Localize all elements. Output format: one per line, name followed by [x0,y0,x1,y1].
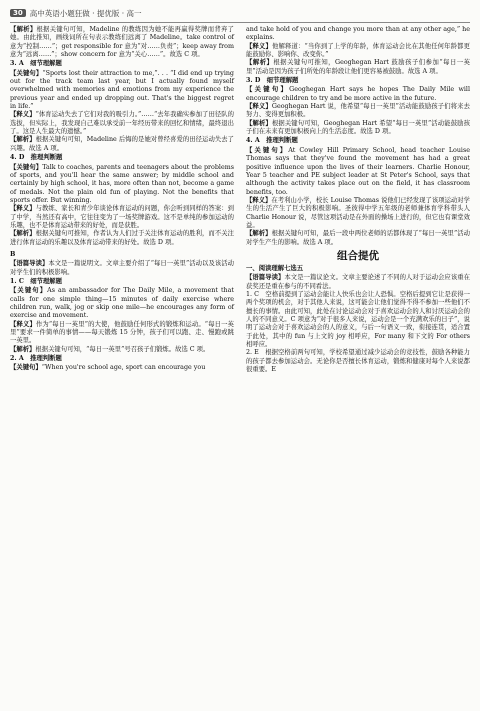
paragraph: 【解析】根据关键句可知，最后一段中两位老师的话都体现了“每日一英里”活动对学生产生的影响。故选 A 项。 [246,230,470,246]
paragraph: 【关键句】Geoghegan Hart says he hopes The Daily Mile will encourage children to try and be more active in the future. [246,86,470,102]
paragraph: 【释义】与教练、家长和青少年谈论体育运动的问题，你会听到同样的答案：到了中学，当然还有高中，它往往变为了一场奖牌游戏。这不是单纯的参加运动的乐趣，也不是体育运动带来的好处，而是获胜。 [10,205,234,229]
paragraph: 【释义】在考利山小学，校长 Louise Thomas 说他们已经发现了该项运动对学生的生活产生了巨大的积极影响。圣彼得中学五年级的老师兼体育学科带头人 Charlie Honour 说，尽管这项活动是在外面的操场上进行的，但它也有课堂效益。 [246,196,470,229]
paragraph: 【关键句】As an ambassador for The Daily Mile, a movement that calls for one simple thing—15 minutes of daily exercise where children run, walk, jog or skip one mile—he encourages any form of exercise and movement. [10,287,234,320]
label: 【解析】 [246,119,272,127]
question-heading: 3. A 细节理解题 [10,60,62,68]
label: 【释义】 [10,205,36,213]
paragraph: 【释义】作为“每日一英里”的大使，他鼓励任何形式的锻炼和运动。“每日一英里”要求一件简单的事情——每天锻炼 15 分钟，孩子们可以跑、走、慢跑或跳一英里。 [10,320,234,345]
label: 【关键句】 [10,287,48,295]
paragraph: 【解析】根据关键句可推知，Geoghegan Hart 鼓励孩子们参加“每日一英里”活动是因为孩子们所处的年龄段让他们更容易被鼓励。故选 A 项。 [246,59,470,75]
label: 【关键句】 [246,86,290,94]
paragraph: 【解析】根据关键句可推知，作者认为人们过于关注体育运动的胜利，而不关注进行体育运动的乐趣以及体育运动带来的好处。故选 D 项。 [10,230,234,246]
label: 【解析】 [246,59,274,67]
right-column [246,26,470,374]
paragraph: 【释义】“体育运动失去了它们对我的吸引力。”……“去年我确实参加了田径队的选拔，但实际上，我发现自己难以承受前一年经历带来的回忆和情绪，最终退出了。这是人生最大的遗憾。” [10,111,234,136]
question-heading: 一、阅读理解七选五 [246,264,304,272]
label: 【关键句】 [10,69,43,77]
question-heading: 4. A 推理判断题 [246,137,298,145]
label: 【语篇导读】 [10,260,49,268]
label: 【解析】 [10,230,36,238]
paragraph: and take hold of you and change you more than at any other age,” he explains. [246,26,470,42]
label: 【释义】 [246,196,272,204]
label: 【关键句】 [10,364,42,372]
paragraph: 2. E 根据空格前两句可知，学校希望通过减少运动会的竞技性，鼓励各种能力的孩子都去参加运动会。无论你是否擅长体育运动，锻炼和健康对每个人来说都很重要。E [246,349,470,374]
book-title: 高中英语小题狂做 · 提优版 · 高一 [29,8,142,18]
paragraph: 【语篇导读】本文是一篇说明文。文章主要介绍了“每日一英里”活动以及该活动对学生们的积极影响。 [10,260,234,276]
label: 【释义】 [246,103,272,111]
paragraph: 【关键句】“When you're school age, sport can encourage you [10,364,206,372]
question-heading: B [10,250,16,258]
label: 【释义】 [10,320,36,328]
paragraph: 【关键句】At Cowley Hill Primary School, head teacher Louise Thomas says that they've found the movement has had a great positive influence upon the lives of their learners. Charlie Honour, Year 5 teacher and PE subject leader at St Peter's School, says that although the activity takes place out on the field, it has classroom benefits, too. [246,146,470,196]
paragraph: 【解析】根据关键句可知，Geoghegan Hart 希望“每日一英里”活动能鼓励孩子们在未来有更加积极向上的生活态度。故选 D 项。 [246,119,470,136]
paragraph: 【关键句】Talk to coaches, parents and teenagers about the problems of sports, and you'll hear the same answer; by middle school and certainly by high school, it has, more often than not, become a game of medals. Not the plain old fun of playing. Not the benefits that sports offer. But winning. [10,163,234,204]
paragraph: 【释义】他解释道：“当你到了上学的年龄，体育运动会比在其他任何年龄都更能鼓励你、影响你、改变你。” [246,42,470,59]
label: 【关键句】 [246,146,289,154]
paragraph: 【关键句】“Sports lost their attraction to me,”. . . “I did end up trying out for the track team last year, but I actually found myself overwhelmed with memories and emotions from my experience the previous year and ended up dropping out. That's the biggest regret in life.” [10,69,234,111]
left-column [10,26,234,374]
paragraph: 【释义】Geoghegan Hart 说，他希望“每日一英里”活动能鼓励孩子们将来去努力、变得更加积极。 [246,103,470,119]
page-header [10,6,470,23]
label: 【解析】 [10,26,37,33]
question-heading: 3. D 细节理解题 [246,77,299,85]
label: 【解析】 [10,345,36,353]
label: 【释义】 [246,42,272,50]
paragraph: 【解析】根据关键句可知，Madeline 后悔的是她对曾经喜爱的田径运动失去了兴趣。故选 A 项。 [10,136,234,152]
question-heading: 1. C 细节理解题 [10,277,62,285]
label: 【语篇导读】 [246,274,285,282]
spacer [10,247,234,250]
paragraph: 1. C 空格前提到了运动会能让人快乐也会让人恐惧。空格后提到它让是获得一两个奖项的机会，对于其他人来说，这可能会让他们觉得不得不参加一些他们不擅长的事情。由此可知，此处在讨论运动会对于喜欢运动会的人和讨厌运动会的人的不同意义。C 项意为“对于很多人来说，运动会是一个充满欢乐的日子”，说明了运动会对于喜欢运动会的人的意义，与后一句语义一致，衔接连贯，适合置于此处，其中的 fun 与上文的 joy 相呼应，For many 和下文的 For others 相呼应。 [246,290,470,349]
two-column-body [10,26,470,374]
question-heading: 4. D 推理判断题 [10,154,63,162]
label: 【释义】 [10,111,36,119]
label: 【解析】 [10,136,36,144]
page-number: 30 [10,9,26,17]
paragraph: 【语篇导读】本文是一篇议论文。文章主要论述了不同的人对于运动会应该重在获奖还是重在参与的不同看法。 [246,274,470,290]
question-heading: 2. A 推理判断题 [10,355,62,363]
label: 【关键句】 [10,163,43,171]
paragraph: 【解析】根据关键句可知，“每日一英里”号召孩子们锻炼。故选 C 项。 [10,345,210,353]
label: 【解析】 [246,230,272,238]
paragraph: 【解析】根据关键句可知，Madeline 的教练因为她不能再赢得奖牌而背弃了她。由此推知，画线词所在句表示教练们远离了 Madeline。take control of 意为“控制……”；get responsible for 意为“对……负责”；keep away from 意为“远离……”；show concern for 意为“关心……”。故选 C 项。 [10,26,234,59]
section-title: 组合提优 [337,249,379,262]
